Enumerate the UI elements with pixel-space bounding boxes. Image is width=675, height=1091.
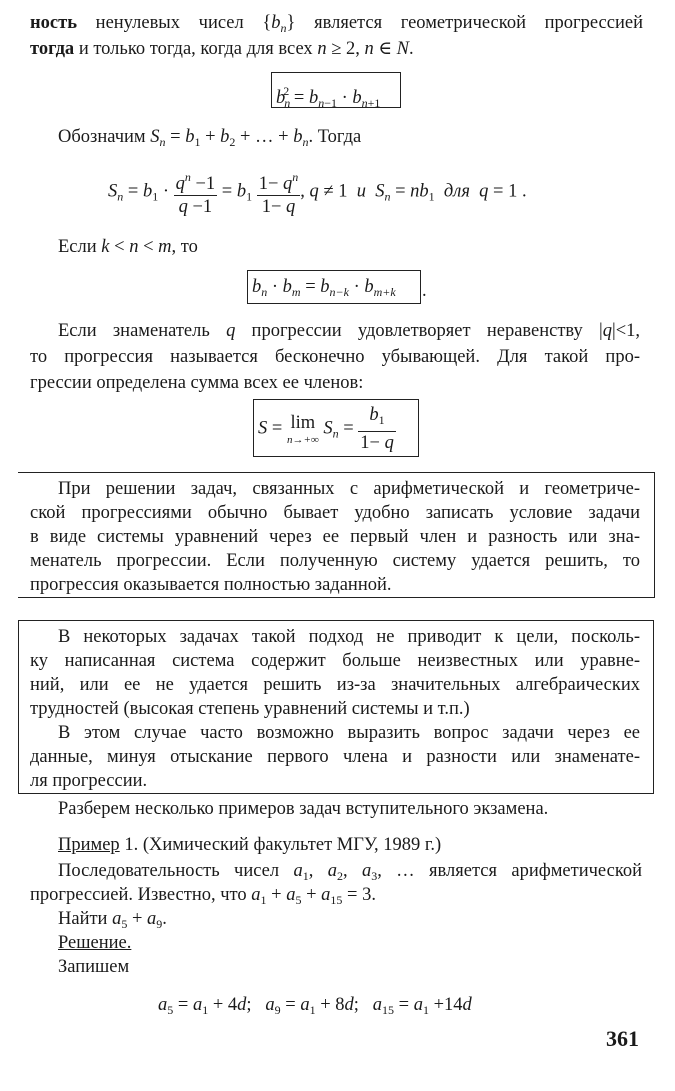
infinite-line-1: Если знаменатель q прогрессии удовлетворяет неравенству |q|<1, — [58, 321, 640, 341]
solution-label: Решение. — [58, 933, 132, 953]
note1-line-3: в виде системы уравнений через ее первый член и разность или зна- — [30, 527, 640, 547]
page-number: 361 — [606, 1026, 639, 1051]
note2-line-7: ля прогрессии. — [30, 771, 148, 791]
infinite-line-3: грессии определена сумма всех ее членов: — [30, 373, 364, 393]
note2-line-2: ку написанная система содержит больше неизвестных или уравне- — [30, 651, 640, 671]
formula-product: $b_n \cdot b_m = b_{n-k} \cdot b_{m+k}$ — [252, 277, 396, 299]
note1-line-2: ской прогрессиями обычно бывает удобно записать условие задачи — [30, 503, 640, 523]
note2-line-6: данные, минуя отыскание первого члена и разности или знаменате- — [30, 747, 640, 767]
example-label: Пример — [58, 835, 120, 855]
example-heading — [58, 832, 441, 858]
denote-line: Обозначим $S_n = b_1 + b_2$ + … + $b_n$. Тогда — [58, 127, 362, 149]
infinite-line-2: то прогрессия называется бесконечно убывающей. Для такой про- — [30, 347, 640, 367]
formula-geometric-mean: $b_n^2 = b_{n-1} \cdot b_{n+1}$ — [276, 84, 381, 110]
formula-terms: $a_5 = a_1 + 4d$; $a_9 = a_1 + 8d$; $a_{15} = a_1 +14d$ — [158, 995, 472, 1017]
example-line-1: Последовательность чисел $a_1$, $a_2$, $a_3$, … является арифметической — [58, 861, 643, 883]
note1-line-4: менатель прогрессии. Если полученную систему удается решить, то — [30, 551, 640, 571]
note2-line-5: В этом случае часто возможно выразить вопрос задачи через ее — [58, 723, 640, 743]
formula-infinite-sum: S = lim n→+∞ $S_n$ = $\frac{b_1}{1- q}$ — [258, 405, 394, 453]
note1-line-5: прогрессия оказывается полностью заданной. — [30, 575, 392, 595]
find-line: Найти $a_5 + a_9$. — [58, 909, 167, 931]
text-line-2: тогда и только тогда, когда для всех n ≥ 2, n ∈ N. — [30, 39, 414, 59]
note2-line-1: В некоторых задачах такой подход не приводит к цели, посколь- — [58, 627, 640, 647]
write-line: Запишем — [58, 957, 130, 977]
example-title: 1. (Химический факультет МГУ, 1989 г.) — [119, 835, 442, 855]
text-line-1: ность ненулевых чисел $\{b_n\}$ является геометрической прогрессией — [30, 13, 643, 35]
after-box-line: Разберем несколько примеров задач вступительного экзамена. — [58, 799, 549, 819]
example-line-2: прогрессией. Известно, что $a_1 + a_5 + a_{15} = 3$. — [30, 885, 376, 907]
formula-sum: $S_n = b_1$ · $\frac{q^n -1}{q -1}$ = $b_1$ $\frac{1- q^n}{1- q}$ , q ≠ 1 и $S_n = nb_1$ для q = 1 . — [108, 166, 527, 218]
note1-line-1: При решении задач, связанных с арифметической и геометриче- — [58, 479, 640, 499]
note2-line-3: ний, или ее не удается решить из-за значительных алгебраических — [30, 675, 640, 695]
note2-line-4: трудностей (высокая степень уравнений системы и т.п.) — [30, 699, 470, 719]
period: . — [422, 281, 427, 301]
if-line: Если k < n < m, то — [58, 237, 198, 257]
